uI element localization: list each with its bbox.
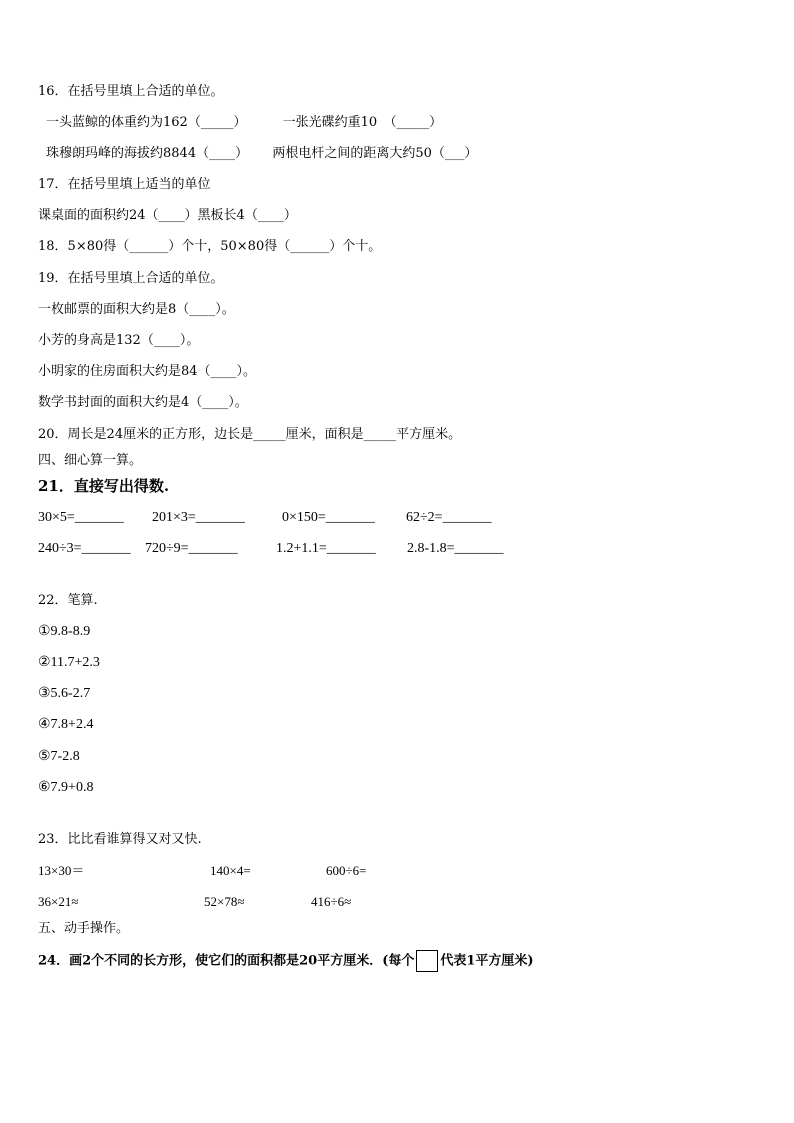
q23-title: 23．比比看谁算得又对又快. [38, 832, 202, 847]
q22-item-2: ②11.7+2.3 [38, 655, 100, 670]
q16-item-everest: 珠穆朗玛峰的海拔约8844（____） [46, 146, 249, 161]
section5-title: 五、动手操作。 [38, 921, 130, 936]
q24-text-before: 24．画2个不同的长方形，使它们的面积都是20平方厘米．(每个 [38, 953, 415, 969]
q16-line2 [46, 145, 477, 163]
q24-text-after: 代表1平方厘米) [440, 953, 534, 969]
q24-line [38, 950, 534, 972]
q22-title: 22．笔算. [38, 593, 98, 608]
q18-line: 18．5×80得（______）个十，50×80得（______）个十。 [38, 239, 382, 254]
unit-square-icon [416, 950, 438, 972]
q16-item-poles: 两根电杆之间的距离大约50（___） [272, 146, 478, 161]
q21-r2-c4: 2.8-1.8=_______ [407, 541, 504, 556]
q23-r1-c2: 140×4= [210, 863, 251, 878]
q19-line1: 一枚邮票的面积大约是8（____）。 [38, 302, 235, 317]
q23-r2-c3: 416÷6≈ [311, 894, 352, 909]
q16-item-disc: 一张光碟约重10 （_____） [282, 115, 443, 130]
q21-title: 21．直接写出得数. [38, 477, 170, 495]
q23-r1-c3: 600÷6= [326, 863, 367, 878]
q16-item-whale: 一头蓝鲸的体重约为162（_____） [46, 115, 247, 130]
q19-line4: 数学书封面的面积大约是4（____）。 [38, 395, 248, 410]
q21-row2 [38, 540, 504, 558]
q21-r2-c3: 1.2+1.1=_______ [276, 541, 376, 556]
section4-title: 四、细心算一算。 [38, 453, 143, 468]
q17-title: 17．在括号里填上适当的单位 [38, 177, 211, 192]
q22-item-4: ④7.8+2.4 [38, 717, 94, 732]
q21-r1-c4: 62÷2=_______ [406, 510, 492, 525]
q22-item-1: ①9.8-8.9 [38, 624, 91, 639]
q22-item-3: ③5.6-2.7 [38, 686, 91, 701]
q19-line2: 小芳的身高是132（____）。 [38, 333, 200, 348]
q23-r2-c2: 52×78≈ [204, 894, 245, 909]
q23-r1-c1: 13×30＝ [38, 863, 85, 878]
q19-line3: 小明家的住房面积大约是84（____）。 [38, 364, 257, 379]
q21-r1-c1: 30×5=_______ [38, 510, 124, 525]
q17-line: 课桌面的面积约24（____）黑板长4（____） [38, 208, 297, 223]
q20-line: 20．周长是24厘米的正方形，边长是_____厘米，面积是_____平方厘米。 [38, 427, 462, 442]
q19-title: 19．在括号里填上合适的单位。 [38, 271, 224, 286]
q23-row2 [38, 893, 351, 911]
q21-row1 [38, 509, 492, 527]
q16-title: 16．在括号里填上合适的单位。 [38, 84, 224, 99]
q16-line1 [46, 114, 442, 132]
q21-r1-c3: 0×150=_______ [282, 510, 375, 525]
q23-r2-c1: 36×21≈ [38, 894, 79, 909]
q23-row1 [38, 862, 366, 880]
q21-r1-c2: 201×3=_______ [152, 510, 245, 525]
q22-item-5: ⑤7-2.8 [38, 749, 80, 764]
q22-item-6: ⑥7.9+0.8 [38, 780, 94, 795]
q21-r2-c1: 240÷3=_______ [38, 541, 131, 556]
q21-r2-c2: 720÷9=_______ [145, 541, 238, 556]
